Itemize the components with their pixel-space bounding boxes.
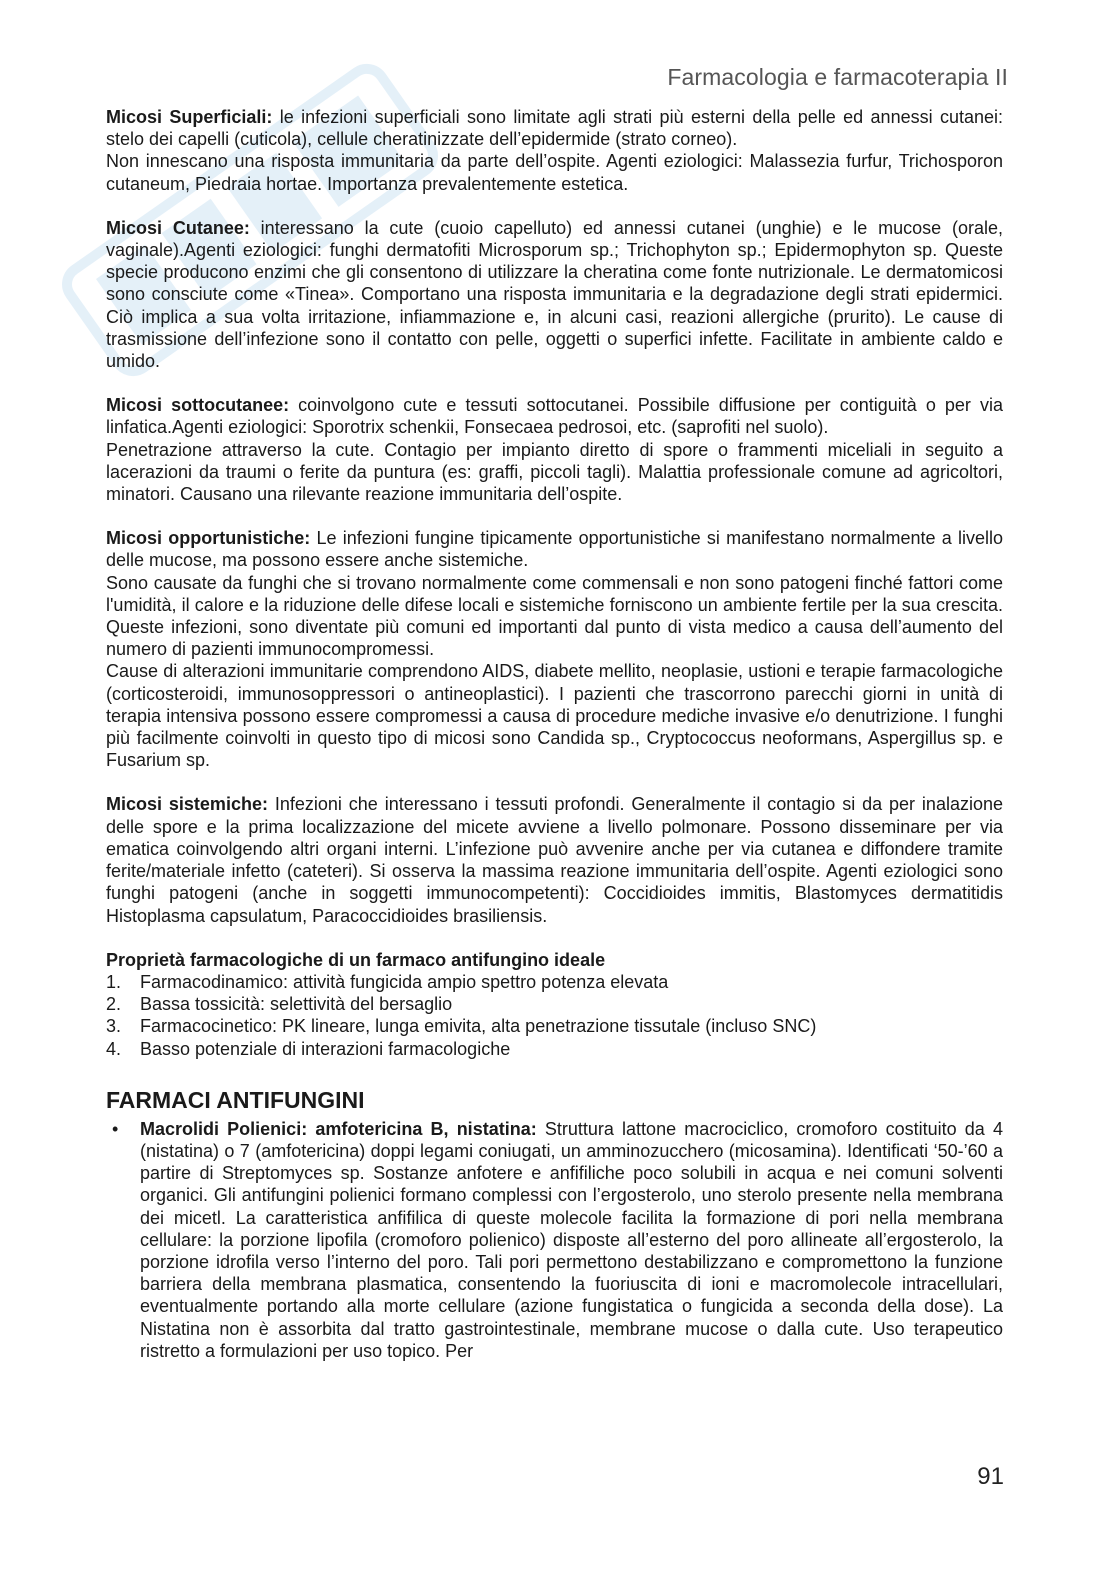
paragraph-text: le infezioni superficiali sono limitate agli strati più esterni della pelle ed annessi cutanei: stelo dei capelli (cuticola), cellule cheratinizzate dell’epidermide (strato corneo). — [106, 107, 1003, 150]
paragraph-text: interessano la cute (cuoio capelluto) ed annessi cutanei (unghie) e le mucose (orale, vaginale).Agenti eziologici: funghi dermatofiti Microsporum sp.; Trichophyton sp.; Epidermophyton sp. Queste specie producono enzimi che gli consentono di utilizzare la cheratina come fonte nutrizionale. Le dermatomicosi sono consciute come «Tinea». Comportano una risposta immunitaria e la degradazione degli strati epidermici. Ciò implica a sua volta irritazione, infiammazione e, in alcuni casi, reazioni allergiche (prurito). Le cause di trasmissione dell’infezione sono il contatto con pelle, oggetti o superfici infette. Facilitate in ambiente caldo e umido. — [106, 217, 1004, 372]
list-text: Farmacocinetico: PK lineare, lunga emivita, alta penetrazione tissutale (incluso SNC) — [140, 1016, 817, 1037]
bullet-text: Struttura lattone macrociclico, cromoforo costituito da 4 (nistatina) o 7 (amfotericina) doppi legami coniugati, un amminozucchero (micosamina). Identificati ‘50-’60 a partire di Streptomyces sp. Sostanze anfotere e anfifiliche poco solubili in acqua e nei comuni solventi organici. Gli antifungini polienici formano complessi con l’ergosterolo, uno sterolo presente nella membrana dei micetl. La caratteristica anfifilica di queste molecole facilita la formazione di pori nella membrana cellulare: la porzione lipofila (cromoforo polienico) disposte all’esterno del poro allineate all’ergosterolo, la porzione idrofila verso l’interno del poro. Tali pori permettono destabilizzano e compromettono la funzione barriera della membrana plasmatica, consentendo la fuoriuscita di ioni e macromolecole intracellulari, eventualmente portando alla morte cellulare (azione fungistatica o fungicida a seconda della dose). La Nistatina non è assorbita dal tratto gastrointestinale, membrane mucose o dalla cute. Uso terapeutico ristretto a formulazioni per uso topico. Per — [140, 1118, 1003, 1361]
section-label: Micosi Cutanee: — [106, 217, 250, 238]
paragraph — [106, 793, 1003, 926]
section-micosi-sistemiche — [106, 793, 1003, 926]
section-micosi-sottocutanee — [106, 394, 1003, 505]
list-number: 3. — [106, 1016, 122, 1037]
list-number: 1. — [106, 971, 122, 992]
paragraph — [106, 527, 1003, 571]
section-micosi-opportunistiche — [106, 527, 1003, 771]
paragraph-text: Infezioni che interessano i tessuti profondi. Generalmente il contagio si da per inalazione delle spore e la prima localizzazione del micete avviene a livello polmonare. Possono disseminare per via ematica coinvolgendo altri organi interni. L’infezione può avvenire anche per via cutanea e diffondere tramite ferite/materiale infetto (cateteri). Si osserva la massima reazione immunitaria dell’ospite. Agenti eziologici sono funghi patogeni (anche in soggetti immunocompetenti): Coccidioides immitis, Blastomyces dermatitidis Histoplasma capsulatum, Paracoccidioides brasiliensis. — [106, 794, 1003, 926]
section-label: Micosi opportunistiche: — [106, 528, 311, 549]
list-item — [106, 1038, 1003, 1060]
list-number: 2. — [106, 994, 122, 1015]
page-number: 91 — [977, 1463, 1004, 1490]
list-number: 4. — [106, 1038, 122, 1059]
properties-list — [106, 971, 1003, 1060]
section-micosi-superficiali — [106, 106, 1003, 195]
section-label: Micosi sistemiche: — [106, 794, 268, 815]
paragraph-text: coinvolgono cute e tessuti sottocutanei. Possibile diffusione per contiguità o per via linfatica.Agenti eziologici: Sporotrix schenkii, Fonsecaea pedrosoi, etc. (saprofiti nel suolo). — [106, 395, 1003, 438]
running-head: Farmacologia e farmacoterapia II — [667, 64, 1008, 90]
properties-title: Proprietà farmacologiche di un farmaco antifungino ideale — [106, 949, 606, 970]
paragraph — [106, 217, 1003, 372]
bullet-symbol: • — [112, 1118, 119, 1139]
section-micosi-cutanee — [106, 217, 1003, 372]
paragraph: Non innescano una risposta immunitaria da parte dell’ospite. Agenti eziologici: Malassezia furfur, Trichosporon cutaneum, Piedraia hortae. Importanza prevalentemente estetica. — [106, 151, 1003, 194]
list-item — [106, 993, 1003, 1015]
page-content — [106, 106, 1003, 1362]
bullet-item — [106, 1118, 1003, 1362]
list-text: Bassa tossicità: selettività del bersaglio — [140, 994, 453, 1015]
list-item — [106, 1015, 1003, 1037]
paragraph — [106, 394, 1003, 438]
bullet-label: Macrolidi Polienici: amfotericina B, nistatina: — [140, 1118, 537, 1139]
paragraph — [106, 106, 1003, 150]
list-text: Farmacodinamico: attività fungicida ampio spettro potenza elevata — [140, 971, 669, 992]
section-heading: FARMACI ANTIFUNGINI — [106, 1086, 365, 1113]
section-label: Micosi sottocutanee: — [106, 395, 290, 416]
paragraph-text: Le infezioni fungine tipicamente opportunistiche si manifestano normalmente a livello delle mucose, ma possono essere anche sistemiche. — [106, 528, 1003, 571]
section-label: Micosi Superficiali: — [106, 107, 273, 127]
paragraph: Sono causate da funghi che si trovano normalmente come commensali e non sono patogeni finché fattori come l'umidità, il calore e la riduzione delle difese locali e sistemiche forniscono un ambiente fertile per la sua crescita. Queste infezioni, sono diventate più comuni ed importanti dal punto di vista medico a causa dell’aumento del numero di pazienti immunocompromessi. — [106, 572, 1003, 660]
list-item — [106, 971, 1003, 993]
list-text: Basso potenziale di interazioni farmacologiche — [140, 1038, 511, 1059]
paragraph: Penetrazione attraverso la cute. Contagio per impianto diretto di spore o frammenti miceliali in seguito a lacerazioni da traumi o ferite da puntura (es: graffi, piccoli tagli). Malattia professionale comune ad agricoltori, minatori. Causano una rilevante reazione immunitaria dell’ospite. — [106, 439, 1003, 505]
paragraph: Cause di alterazioni immunitarie comprendono AIDS, diabete mellito, neoplasie, ustioni e terapie farmacologiche (corticosteroidi, immunosoppressori o antineoplastici). I pazienti che trascorrono parecchi giorni in unità di terapia intensiva possono essere compromessi a causa di procedure mediche invasive e/o denutrizione. I funghi più facilmente coinvolti in questo tipo di micosi sono Candida sp., Cryptococcus neoformans, Aspergillus sp. e Fusarium sp. — [106, 661, 1003, 771]
